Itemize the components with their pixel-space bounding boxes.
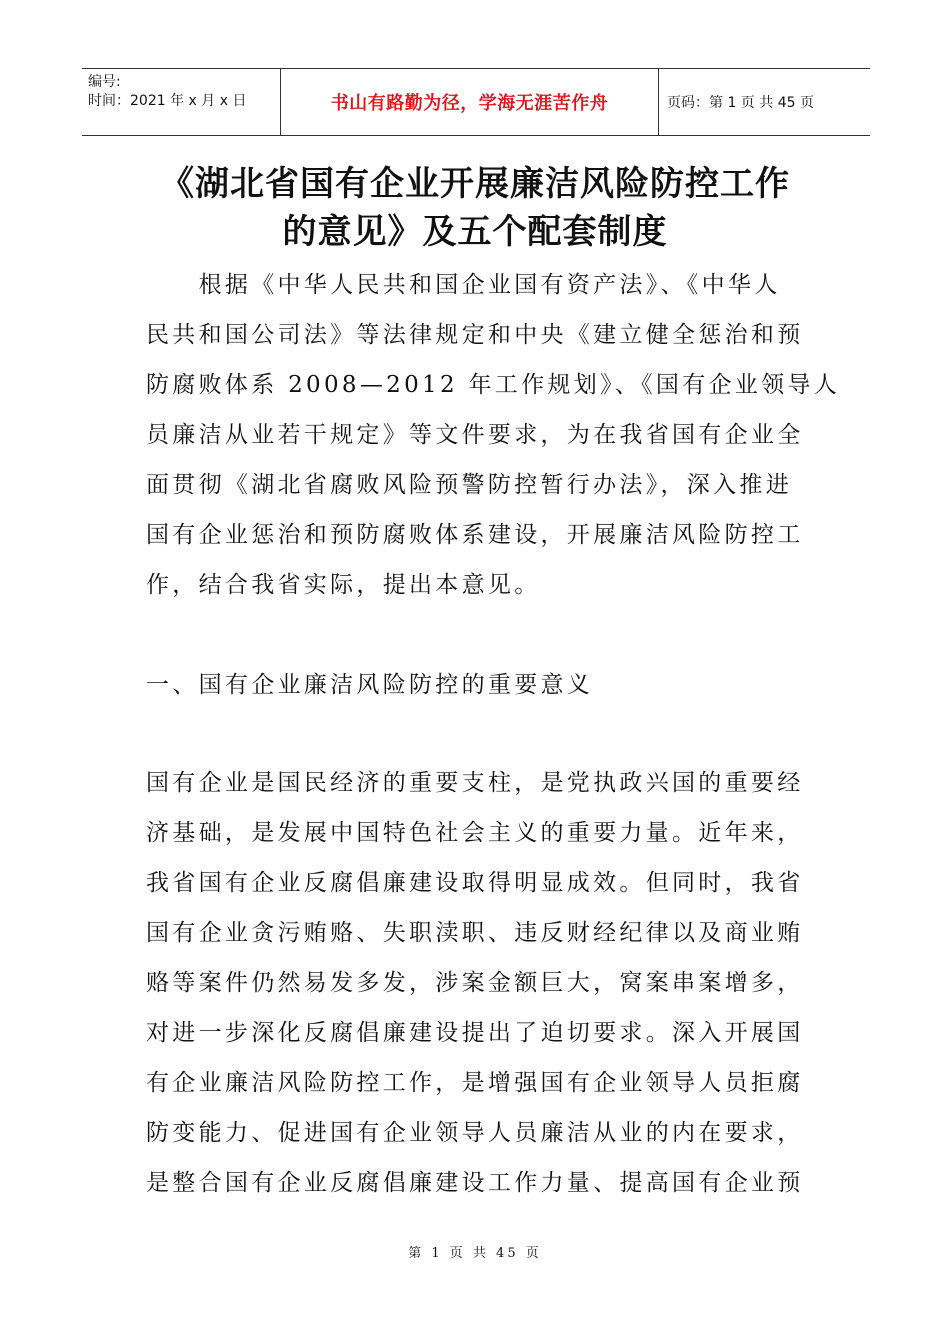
document-title-line-2: 的意见》及五个配套制度	[282, 212, 668, 252]
header-page-info: 页码：第 1 页 共 45 页	[667, 95, 814, 111]
paragraph-line: 防腐败体系 2008—2012 年工作规划》、《国有企业领导人	[146, 372, 840, 398]
paragraph-line: 我省国有企业反腐倡廉建设取得明显成效。但同时，我省	[146, 870, 804, 896]
paragraph-line: 国有企业贪污贿赂、失职渎职、违反财经纪律以及商业贿	[146, 920, 804, 946]
paragraph-line: 赂等案件仍然易发多发，涉案金额巨大，窝案串案增多，	[146, 970, 804, 996]
document-date-label: 时间：2021 年 x 月 x 日	[88, 93, 247, 109]
document-number-label: 编号:	[88, 74, 121, 90]
page-footer: 第 1 页 共 45 页	[408, 1246, 542, 1261]
paragraph-line: 济基础，是发展中国特色社会主义的重要力量。近年来，	[146, 820, 804, 846]
paragraph-line: 民共和国公司法》等法律规定和中央《建立健全惩治和预	[146, 322, 804, 348]
paragraph-line: 根据《中华人民共和国企业国有资产法》、《中华人	[146, 272, 781, 298]
document-title-line-1: 《湖北省国有企业开展廉洁风险防控工作	[160, 164, 790, 204]
section-heading	[146, 660, 806, 710]
section-1-heading: 一、国有企业廉洁风险防控的重要意义	[146, 672, 594, 698]
paragraph-line: 员廉洁从业若干规定》等文件要求，为在我省国有企业全	[146, 422, 804, 448]
header-page-cell	[659, 69, 870, 135]
paragraph-line: 对进一步深化反腐倡廉建设提出了迫切要求。深入开展国	[146, 1020, 804, 1046]
intro-paragraph	[146, 260, 840, 610]
paragraph-line: 防变能力、促进国有企业领导人员廉洁从业的内在要求，	[146, 1120, 804, 1146]
section-1-paragraph	[146, 758, 806, 1208]
header-meta-cell	[82, 69, 281, 135]
paragraph-line: 作，结合我省实际，提出本意见。	[146, 572, 541, 598]
page-header	[82, 68, 870, 136]
header-motto: 书山有路勤为径，学海无涯苦作舟	[330, 93, 609, 114]
paragraph-line: 是整合国有企业反腐倡廉建设工作力量、提高国有企业预	[146, 1170, 804, 1196]
paragraph-line: 有企业廉洁风险防控工作，是增强国有企业领导人员拒腐	[146, 1070, 804, 1096]
paragraph-line: 面贯彻《湖北省腐败风险预警防控暂行办法》，深入推进	[146, 472, 792, 498]
paragraph-line: 国有企业惩治和预防腐败体系建设，开展廉洁风险防控工	[146, 522, 804, 548]
paragraph-line: 国有企业是国民经济的重要支柱，是党执政兴国的重要经	[146, 770, 804, 796]
header-motto-cell	[281, 69, 659, 135]
